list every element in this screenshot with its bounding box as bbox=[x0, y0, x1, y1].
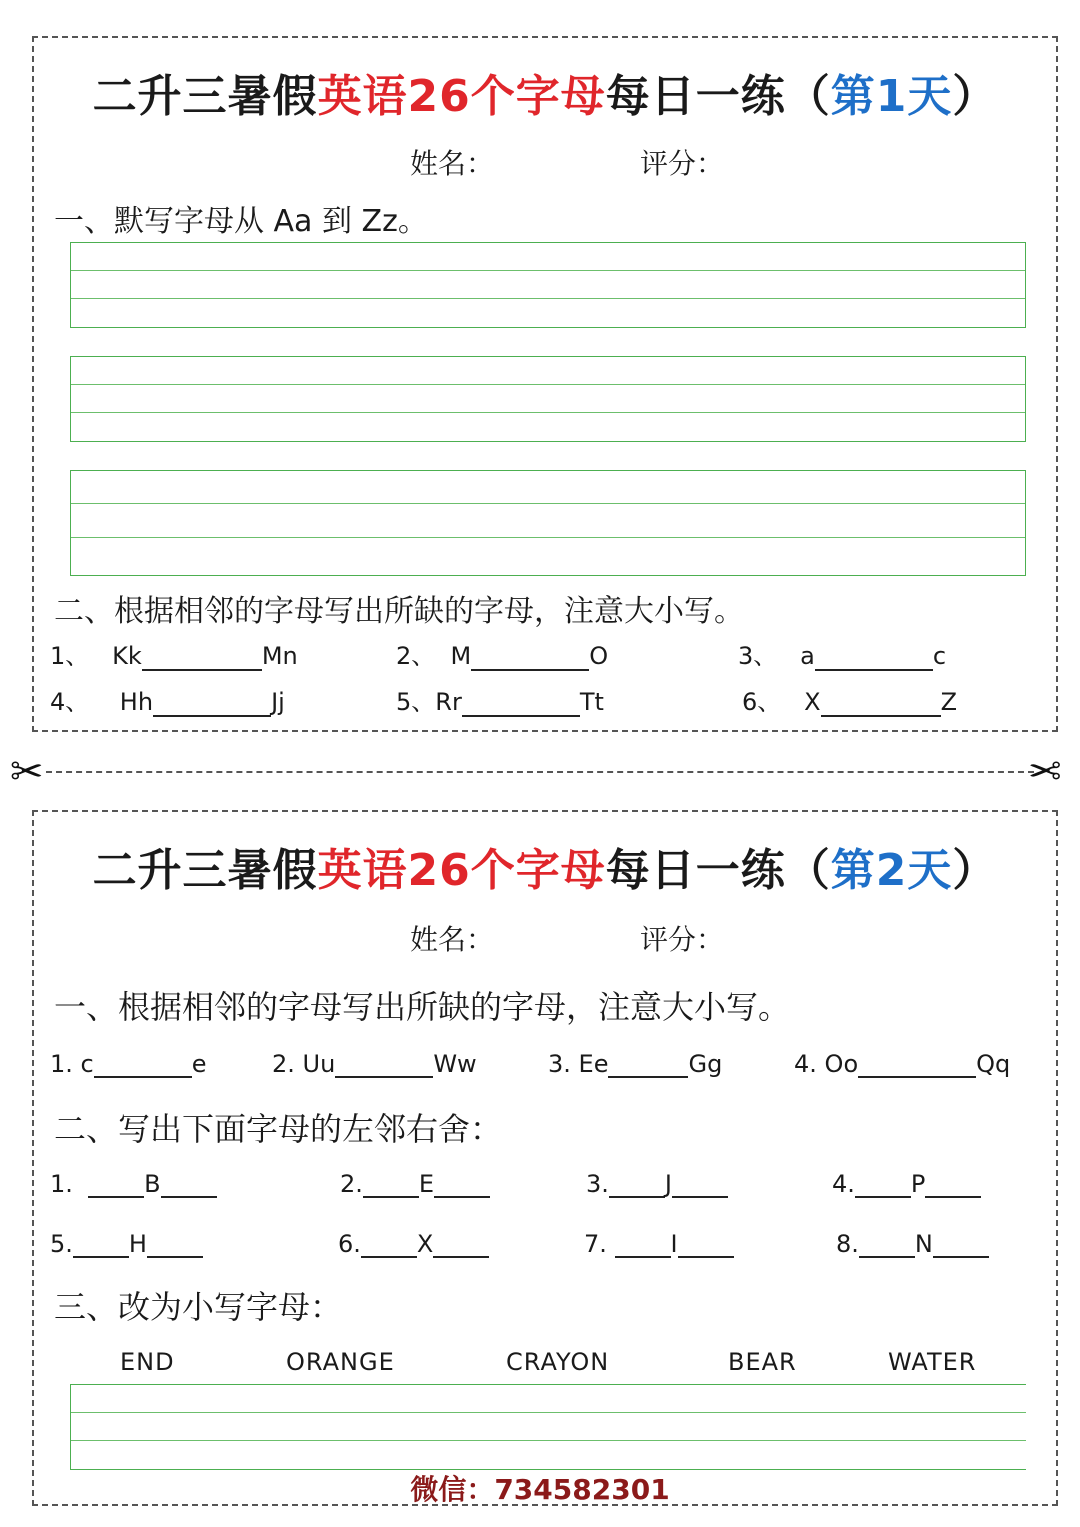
section3-heading: 三、改为小写字母： bbox=[54, 1288, 343, 1326]
answer-blank[interactable] bbox=[147, 1234, 203, 1258]
word-crayon: CRAYON bbox=[506, 1348, 610, 1376]
question-4: 4、 Hh Jj bbox=[50, 688, 285, 716]
wechat-contact: 微信：734582301 bbox=[410, 1473, 670, 1506]
answer-blank[interactable] bbox=[462, 693, 580, 717]
name-label: 姓名： bbox=[410, 147, 495, 180]
answer-blank[interactable] bbox=[73, 1234, 129, 1258]
answer-blank[interactable] bbox=[434, 1174, 490, 1198]
writing-box-1[interactable] bbox=[70, 242, 1026, 328]
word-water: WATER bbox=[888, 1348, 977, 1376]
title-suffix: 每日一练（ bbox=[605, 71, 831, 122]
answer-blank[interactable] bbox=[608, 1054, 688, 1078]
neighbor-question-7: 7. I bbox=[584, 1230, 734, 1258]
neighbor-question-5: 5. H bbox=[50, 1230, 203, 1258]
score-label: 评分： bbox=[640, 923, 725, 956]
neighbor-question-1: 1. B bbox=[50, 1170, 217, 1198]
worksheet-day2 bbox=[32, 810, 1058, 1506]
name-label: 姓名： bbox=[410, 923, 495, 956]
neighbor-question-2: 2. E bbox=[340, 1170, 490, 1198]
answer-blank[interactable] bbox=[859, 1234, 915, 1258]
answer-blank[interactable] bbox=[933, 1234, 989, 1258]
scissors-icon: ✂ bbox=[10, 749, 44, 795]
answer-blank[interactable] bbox=[153, 693, 271, 717]
title-prefix: 二升三暑假 bbox=[92, 71, 318, 122]
section2-heading: 二、根据相邻的字母写出所缺的字母，注意大小写。 bbox=[54, 594, 744, 629]
section1-heading: 一、默写字母从 Aa 到 Zz。 bbox=[54, 204, 428, 239]
answer-blank[interactable] bbox=[94, 1054, 192, 1078]
answer-blank[interactable] bbox=[88, 1174, 144, 1198]
day2-title bbox=[34, 834, 1056, 898]
neighbor-question-3: 3. J bbox=[586, 1170, 728, 1198]
question-3: 3. Ee Gg bbox=[548, 1050, 723, 1078]
title-suffix: 每日一练（ bbox=[605, 845, 831, 896]
answer-blank[interactable] bbox=[821, 693, 941, 717]
question-1: 1、 Kk Mn bbox=[50, 642, 298, 670]
title-prefix: 二升三暑假 bbox=[92, 845, 318, 896]
question-5: 5、Rr Tt bbox=[396, 688, 604, 716]
title-close: ） bbox=[952, 71, 998, 122]
question-4: 4. Oo Qq bbox=[794, 1050, 1011, 1078]
word-end: END bbox=[120, 1348, 175, 1376]
day1-title bbox=[34, 60, 1056, 124]
question-2: 2. Uu Ww bbox=[272, 1050, 477, 1078]
writing-box-2[interactable] bbox=[70, 356, 1026, 442]
score-label: 评分： bbox=[640, 147, 725, 180]
answer-blank[interactable] bbox=[815, 647, 933, 671]
writing-box-lowercase[interactable] bbox=[70, 1384, 1026, 1470]
title-day: 第2天 bbox=[830, 845, 953, 896]
answer-blank[interactable] bbox=[858, 1054, 976, 1078]
question-2: 2、 M O bbox=[396, 642, 609, 670]
neighbor-question-4: 4. P bbox=[832, 1170, 981, 1198]
scissors-icon: ✂ bbox=[1028, 749, 1062, 795]
section2-heading: 二、写出下面字母的左邻右舍： bbox=[54, 1110, 503, 1148]
answer-blank[interactable] bbox=[925, 1174, 981, 1198]
word-bear: BEAR bbox=[728, 1348, 797, 1376]
title-day: 第1天 bbox=[830, 71, 953, 122]
neighbor-question-8: 8. N bbox=[836, 1230, 989, 1258]
title-red: 英语26个字母 bbox=[317, 845, 606, 896]
cut-line bbox=[46, 771, 1034, 773]
section1-heading: 一、根据相邻的字母写出所缺的字母，注意大小写。 bbox=[54, 988, 791, 1026]
writing-box-3[interactable] bbox=[70, 470, 1026, 576]
word-orange: ORANGE bbox=[286, 1348, 395, 1376]
answer-blank[interactable] bbox=[471, 647, 589, 671]
answer-blank[interactable] bbox=[361, 1234, 417, 1258]
answer-blank[interactable] bbox=[161, 1174, 217, 1198]
worksheet-day1 bbox=[32, 36, 1058, 732]
answer-blank[interactable] bbox=[609, 1174, 665, 1198]
answer-blank[interactable] bbox=[335, 1054, 433, 1078]
neighbor-question-6: 6. X bbox=[338, 1230, 489, 1258]
question-6: 6、 X Z bbox=[742, 688, 958, 716]
answer-blank[interactable] bbox=[142, 647, 262, 671]
answer-blank[interactable] bbox=[672, 1174, 728, 1198]
answer-blank[interactable] bbox=[363, 1174, 419, 1198]
answer-blank[interactable] bbox=[678, 1234, 734, 1258]
answer-blank[interactable] bbox=[433, 1234, 489, 1258]
question-3: 3、 a c bbox=[738, 642, 947, 670]
answer-blank[interactable] bbox=[615, 1234, 671, 1258]
answer-blank[interactable] bbox=[855, 1174, 911, 1198]
title-red: 英语26个字母 bbox=[317, 71, 606, 122]
title-close: ） bbox=[952, 845, 998, 896]
question-1: 1. c e bbox=[50, 1050, 207, 1078]
